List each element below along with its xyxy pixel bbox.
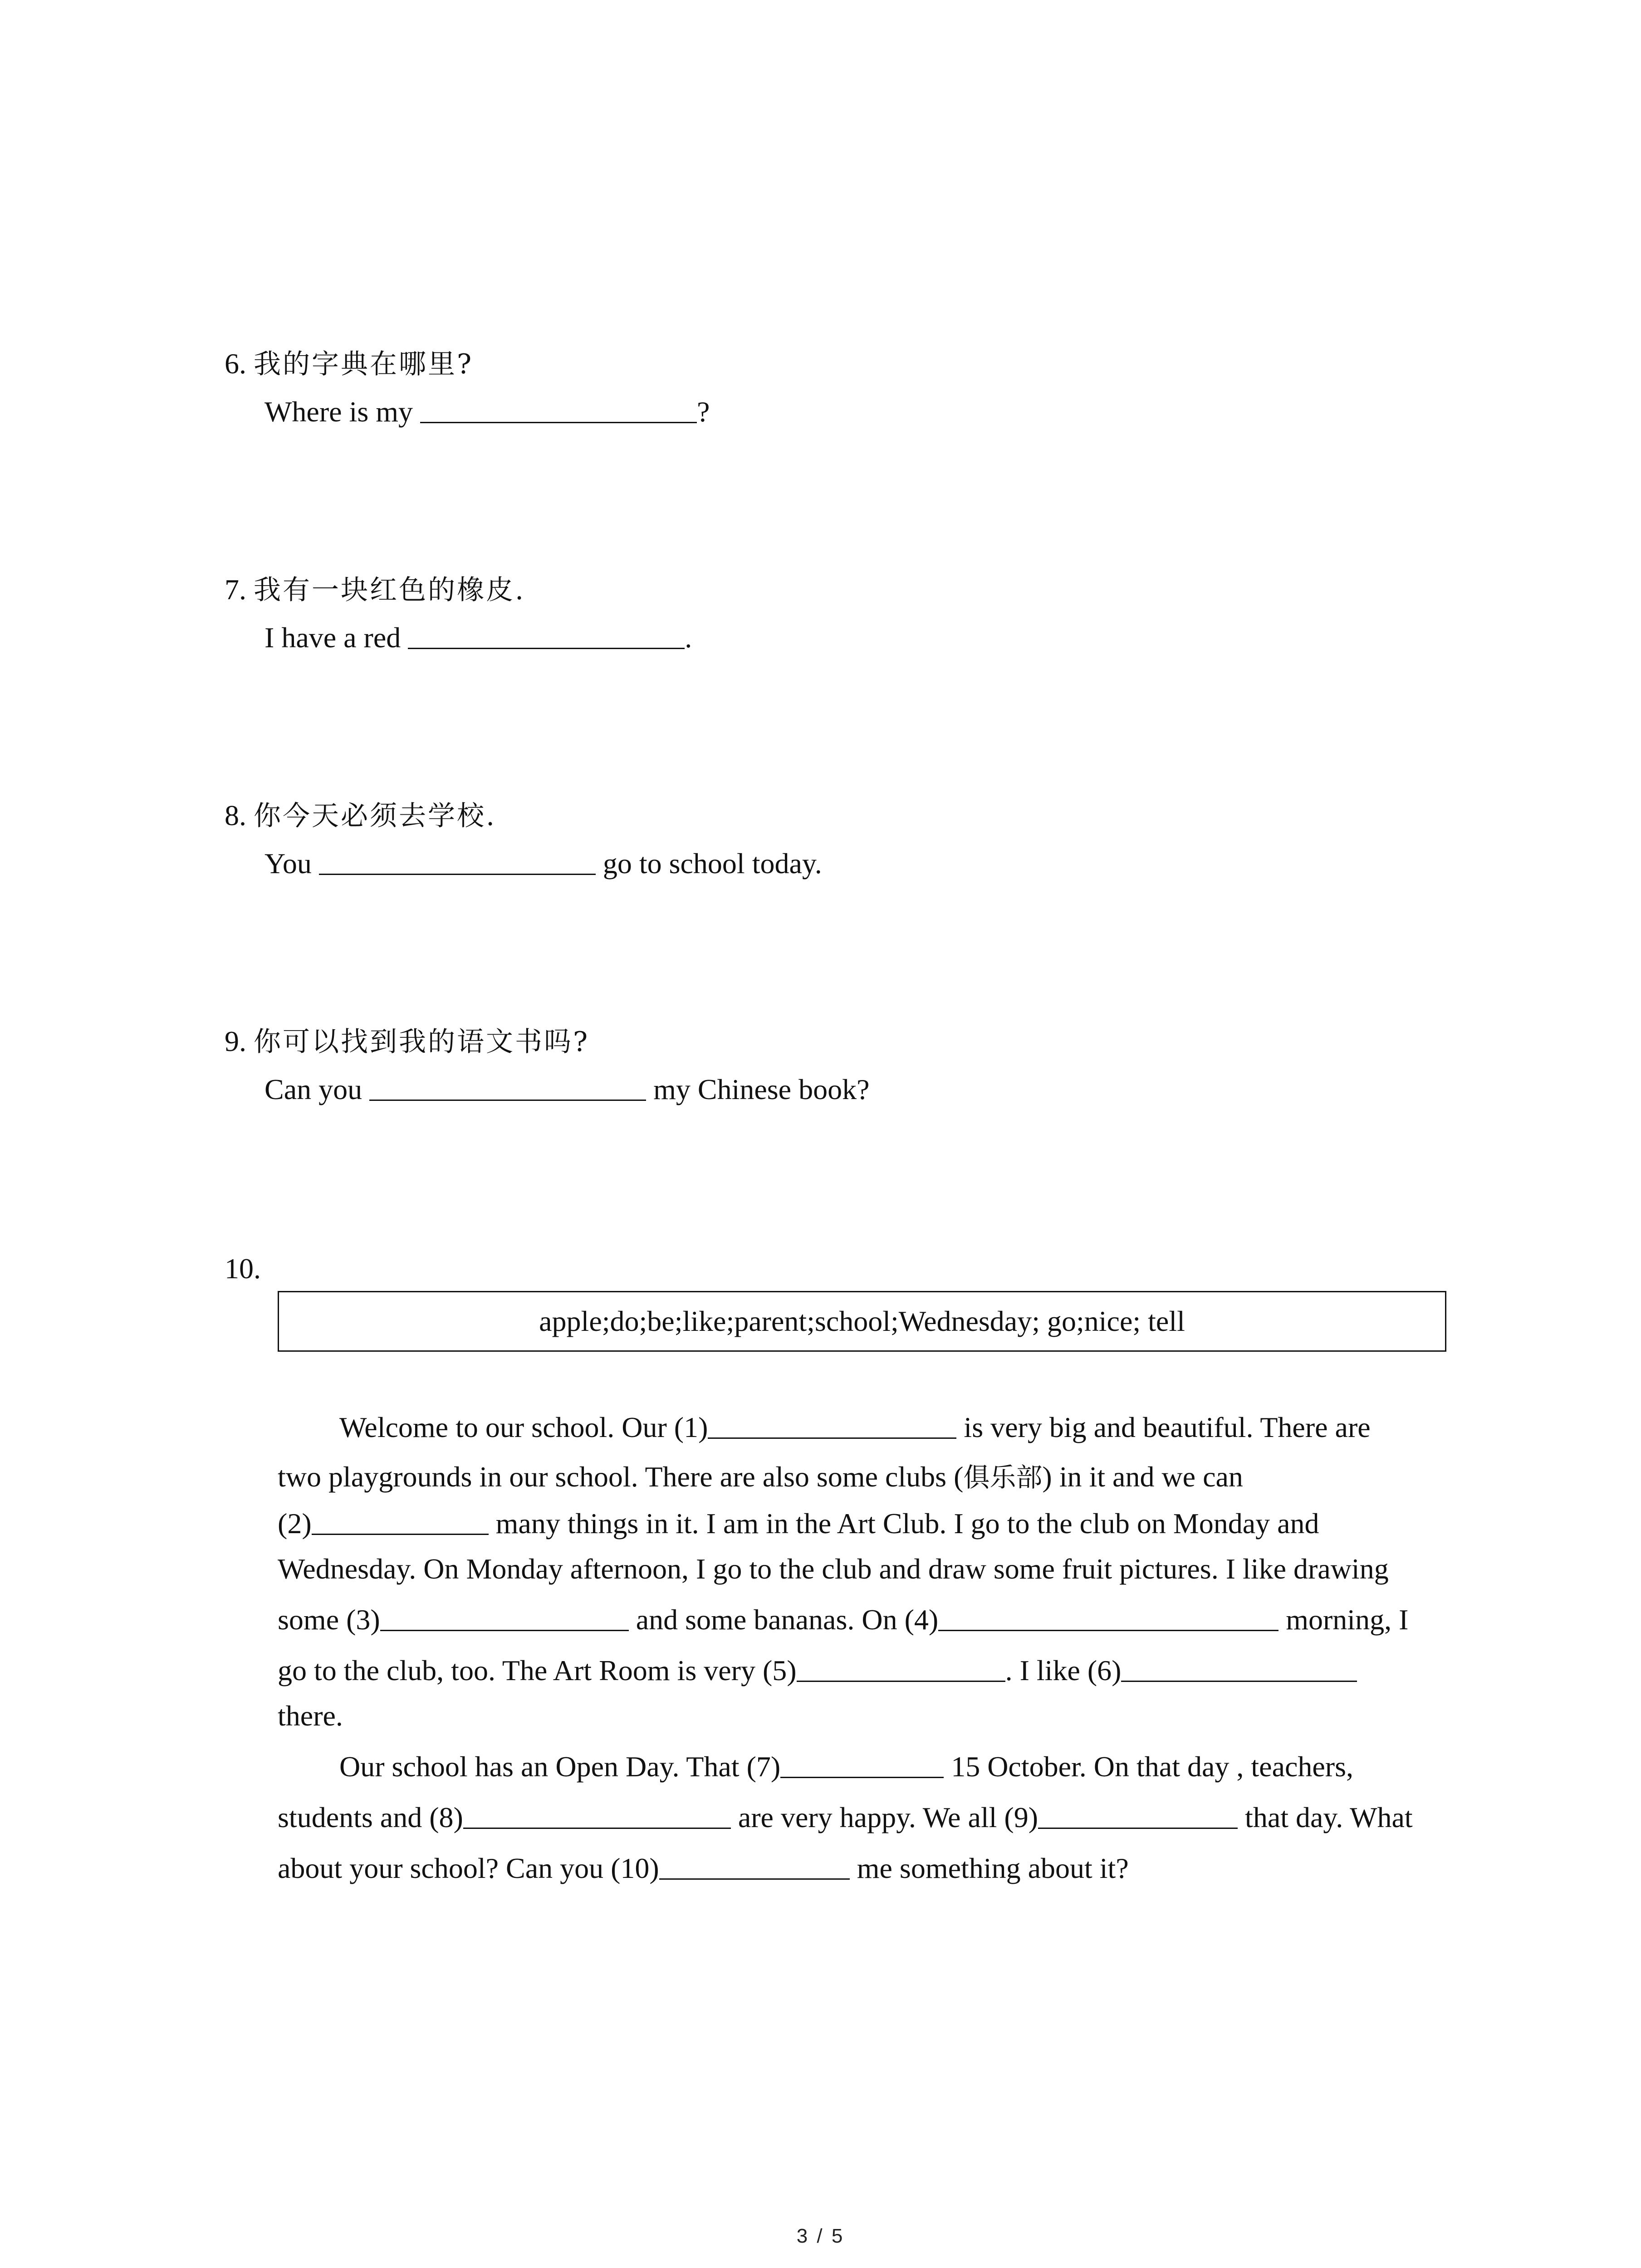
- chinese-prompt: 我的字典在哪里?: [254, 348, 474, 380]
- passage-line: two playgrounds in our school. There are also some clubs (俱乐部) in it and we can: [278, 1461, 1243, 1493]
- cloze-blank-9[interactable]: [1038, 1801, 1238, 1829]
- question-number: 6.: [225, 347, 246, 380]
- english-sentence: You go to school today.: [265, 847, 822, 880]
- word-bank-text: apple;do;be;like;parent;school;Wednesday; go;nice; tell: [539, 1305, 1185, 1337]
- passage-line: Welcome to our school. Our (1) is very big and beautiful. There are: [339, 1411, 1371, 1443]
- question-number: 9.: [225, 1025, 246, 1057]
- chinese-prompt: 你可以找到我的语文书吗?: [254, 1026, 590, 1058]
- answer-blank[interactable]: [420, 396, 697, 423]
- question-number: 8.: [225, 799, 246, 831]
- question-7: [225, 573, 692, 654]
- question-9: [225, 1025, 870, 1105]
- answer-blank[interactable]: [369, 1073, 646, 1101]
- cloze-blank-1[interactable]: [708, 1411, 956, 1439]
- passage-line: go to the club, too. The Art Room is very (5) . I like (6): [278, 1654, 1357, 1687]
- passage-line: students and (8) are very happy. We all (9) that day. What: [278, 1801, 1413, 1833]
- english-sentence: Can you my Chinese book?: [265, 1073, 870, 1105]
- english-sentence: Where is my ?: [265, 396, 710, 428]
- cloze-blank-5[interactable]: [797, 1654, 1005, 1682]
- passage-line: Wednesday. On Monday afternoon, I go to the club and draw some fruit pictures. I like drawing: [278, 1553, 1389, 1585]
- answer-blank[interactable]: [319, 847, 596, 875]
- passage-line: some (3) and some bananas. On (4) morning, I: [278, 1603, 1409, 1636]
- cloze-blank-6[interactable]: [1121, 1654, 1357, 1682]
- english-sentence: I have a red .: [265, 621, 692, 654]
- cloze-blank-10[interactable]: [659, 1852, 850, 1880]
- passage-line: Our school has an Open Day. That (7) 15 October. On that day , teachers,: [339, 1750, 1353, 1783]
- passage-line: there.: [278, 1700, 343, 1732]
- cloze-blank-2[interactable]: [312, 1507, 489, 1535]
- answer-blank[interactable]: [408, 621, 685, 649]
- chinese-prompt: 你今天必须去学校.: [254, 800, 497, 832]
- chinese-prompt: 我有一块红色的橡皮.: [254, 574, 526, 606]
- passage-line: (2) many things in it. I am in the Art Club. I go to the club on Monday and: [278, 1507, 1319, 1540]
- cloze-blank-8[interactable]: [463, 1801, 731, 1829]
- question-8: [225, 799, 822, 880]
- question-number: 7.: [225, 573, 246, 606]
- passage-line: about your school? Can you (10) me something about it?: [278, 1852, 1129, 1884]
- cloze-blank-4[interactable]: [938, 1603, 1279, 1631]
- cloze-blank-3[interactable]: [380, 1603, 629, 1631]
- question-10-number: 10.: [225, 1252, 261, 1285]
- cloze-blank-7[interactable]: [780, 1750, 944, 1778]
- page-number: 3 / 5: [796, 2225, 845, 2247]
- word-bank-box: [278, 1291, 1446, 1352]
- question-6: [225, 347, 710, 428]
